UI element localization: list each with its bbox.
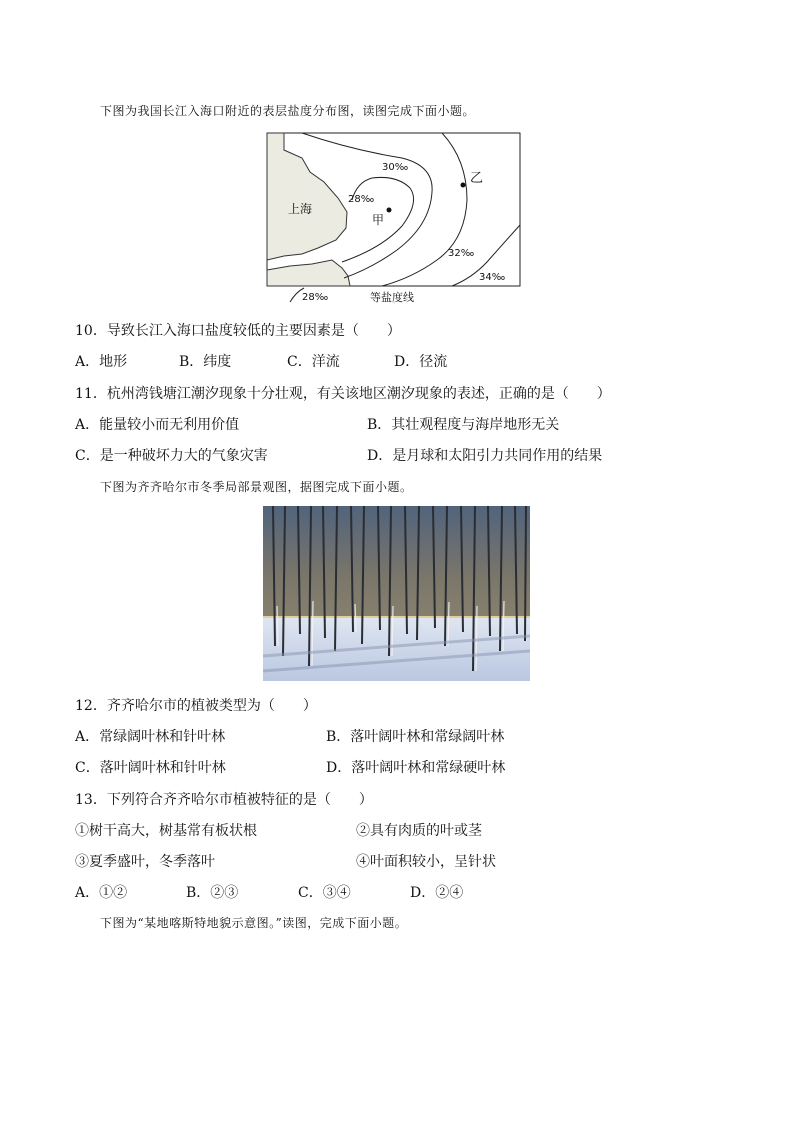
intro-salinity-map: 下图为我国长江入海口附近的表层盐度分布图，读图完成下面小题。 — [100, 104, 476, 118]
isohaline-30-label: 30‰ — [382, 162, 409, 173]
intro-winter-photo: 下图为齐齐哈尔市冬季局部景观图，据图完成下面小题。 — [100, 480, 413, 494]
question-10: 10．导致长江入海口盐度较低的主要因素是（ ） — [75, 323, 401, 339]
salinity-map — [262, 130, 532, 310]
q10-option-d[interactable]: D．径流 — [394, 354, 448, 370]
point-yi-marker — [461, 183, 466, 188]
q11-option-d[interactable]: D．是月球和太阳引力共同作用的结果 — [367, 448, 603, 464]
legend-label: 等盐度线 — [370, 291, 414, 304]
winter-forest-photo — [263, 506, 530, 681]
q11-option-b[interactable]: B．其壮观程度与海岸地形无关 — [367, 417, 560, 433]
q13-statement-2: ②具有肉质的叶或茎 — [356, 823, 482, 839]
q12-option-b[interactable]: B．落叶阔叶林和常绿阔叶林 — [326, 729, 505, 745]
q13-statement-1: ①树干高大，树基常有板状根 — [75, 823, 257, 839]
q10-option-b[interactable]: B．纬度 — [179, 354, 232, 370]
intro-karst-diagram: 下图为“某地喀斯特地貌示意图。”读图，完成下面小题。 — [100, 916, 408, 930]
isohaline-34-label: 34‰ — [479, 272, 506, 283]
q10-option-c[interactable]: C．洋流 — [287, 354, 340, 370]
q12-option-a[interactable]: A．常绿阔叶林和针叶林 — [75, 729, 226, 745]
point-yi-label: 乙 — [470, 171, 484, 186]
point-jia-marker — [387, 208, 392, 213]
q13-option-a[interactable]: A．①② — [75, 885, 128, 901]
question-11: 11．杭州湾钱塘江潮汐现象十分壮观，有关该地区潮汐现象的表述，正确的是（ ） — [75, 386, 611, 402]
legend-value: 28‰ — [302, 292, 329, 303]
q13-option-b[interactable]: B．②③ — [186, 885, 239, 901]
q11-option-c[interactable]: C．是一种破坏力大的气象灾害 — [75, 448, 268, 464]
land-label: 上海 — [288, 202, 313, 216]
isohaline-32-label: 32‰ — [448, 248, 475, 259]
question-13: 13．下列符合齐齐哈尔市植被特征的是（ ） — [75, 792, 373, 808]
q13-option-d[interactable]: D．②④ — [410, 885, 464, 901]
q10-option-a[interactable]: A．地形 — [75, 354, 128, 370]
point-jia-label: 甲 — [372, 213, 385, 227]
q13-statement-3: ③夏季盛叶，冬季落叶 — [75, 854, 215, 870]
q13-statement-4: ④叶面积较小，呈针状 — [356, 854, 496, 870]
q12-option-c[interactable]: C．落叶阔叶林和针叶林 — [75, 760, 226, 776]
q13-option-c[interactable]: C．③④ — [298, 885, 351, 901]
question-12: 12．齐齐哈尔市的植被类型为（ ） — [75, 698, 317, 714]
q11-option-a[interactable]: A．能量较小而无利用价值 — [75, 417, 240, 433]
isohaline-28-label: 28‰ — [348, 194, 375, 205]
q12-option-d[interactable]: D．落叶阔叶林和常绿硬叶林 — [326, 760, 506, 776]
